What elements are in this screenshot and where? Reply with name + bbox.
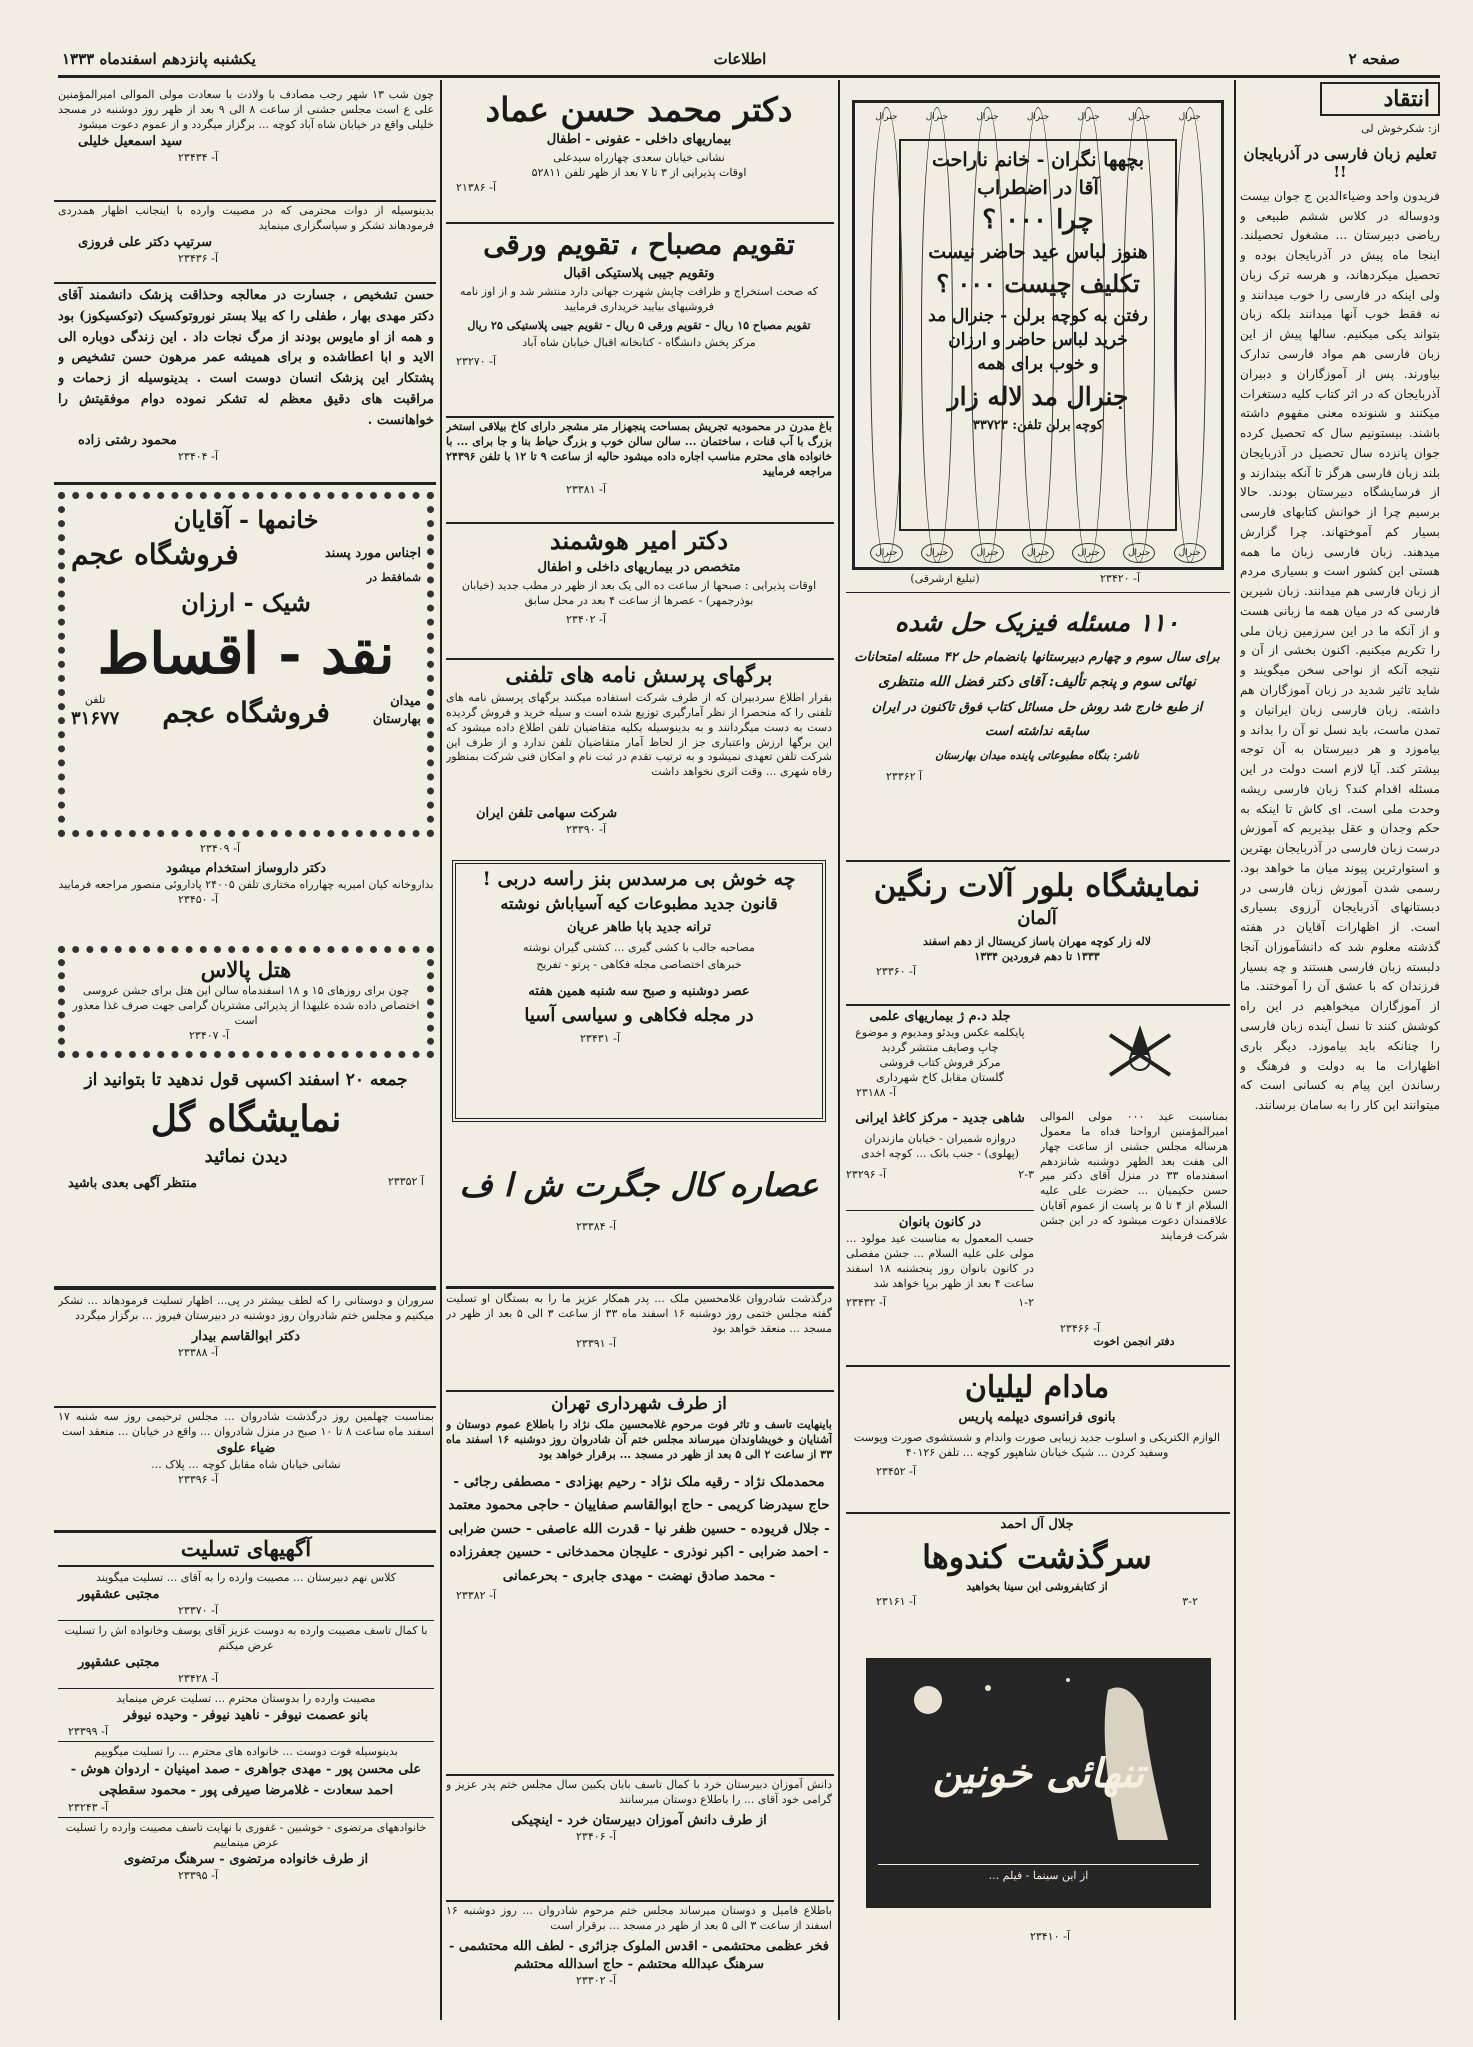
emblem-icon xyxy=(1070,1015,1210,1095)
divider xyxy=(446,1774,834,1776)
moulavi-code: آ- ۲۳۴۶۶ xyxy=(1060,1322,1101,1335)
shah-jadid-ad: شاهی جدید - مرکز کاغذ ایرانی دروازه شمیران - خیابان مازندران (پهلوی) - جنب بانک ... کوچه اخدی ۲-۳ آ- ۲۳۲۹۶ xyxy=(846,1111,1034,1181)
divider xyxy=(446,1286,834,1289)
divider xyxy=(846,1210,1034,1211)
jigaret-ad: عصاره کال جگرت ش ا ف آ- ۲۳۳۸۴ xyxy=(459,1166,819,1233)
pharmacy-ad: دکتر داروساز استخدام میشود بداروخانه کیان امیریه چهارراه مختاری تلفن ۲۴۰۰۵ پاداروئی منصور مراجعه فرمایید آ- ۲۳۴۵۰ xyxy=(58,861,434,907)
general-mode-code: آ- ۲۳۴۲۰ xyxy=(1100,572,1141,585)
critique-author: از: شکرخوش لی xyxy=(1361,122,1440,135)
border-words-bottom: جنرال جنرال جنرال جنرال جنرال جنرال جنرال xyxy=(855,539,1221,567)
doctor-book-ad: جلد د.م ژ بیماریهای علمی پایکلمه عکس ویدئو ومدیوم و موضوع چاپ وصایف منتشر گردید مرکز فروش کتاب فروشی گلستان مقابل کاخ شهرداری آ- ۲۳۱۸۸ xyxy=(855,1009,1025,1099)
header-paper: اطلاعات xyxy=(713,50,767,68)
mercedes-ad: چه خوش بی مرسدس بنز راسه دربی ! قانون جدید مطبوعات کیه آسیاباش نوشته ترانه جدید بابا طاهر عریان مصاحبه جالب با کشی گیری ... کشتی گیران نوشته خبرهای اختصاصی مجله فکاهی - پرتو - تفریح عصر دوشنبه و صبح سه شنبه همین هفته در مجله فکاهی و سیاسی آسیا آ- ۲۳۴۳۱ xyxy=(452,860,826,1122)
divider xyxy=(446,658,834,660)
dr-emad-ad: دکتر محمد حسن عماد بیماریهای داخلی - عفونی - اطفال نشانی خیابان سعدی چهارراه سیدعلی اوقات پذیرایی از ۳ تا ۷ بعد از ظهر تلفن ۵۲۸۱۱ آ- ۲۱۳۸۶ xyxy=(456,90,793,194)
condolences-title: آگهیهای تسلیت xyxy=(58,1536,434,1567)
physics-book-ad: ۱۱۰ مسئله فیزیک حل شده برای سال سوم و چهارم دبیرستانها بانضمام حل ۴۲ مسئله امتحانات نهائی سوم و پنجم تألیف: آقای دکتر فضل الله منتظری از طبع خارج شد روش حل مسائل کتاب فوق تاکنون در ایران سابقه نداشته است ناشر: بنگاه مطبوعاتی پاینده میدان بهارستان آ ۲۳۳۶۲ xyxy=(854,608,1220,783)
municipality-notice: از طرف شهرداری تهران باینهایت تاسف و تاثر فوت مرحوم غلامحسین ملک نژاد را باطلاع عموم دوستان و آشنایان و خویشاوندان میرساند مجلس ختم آن شادروان روز دوشنبه ۱۶ اسفند ماه ۳۳ از ساعت ۲ الی ۵ بعد از ظهر در مسجد ... برقرار خواهد بود محمدملک نژاد - رقیه ملک نژاد - رحیم بهزادی - مصطفی رجائی - حاج سیدرضا کریمی - حاج ابوالقاسم صفاییان - حاجی محمود معتمد - جلال فریوده - حسین ظفر نیا - قدرت الله عاصفی - حسن ضرابی - احمد ضرابی - اکبر نوذری - علیجان محمدخانی - حسین جعفرزاده - محمد صادق نهضت - مهدی جابری - بحرعمانی آ- ۲۳۳۸۲ xyxy=(446,1394,832,1602)
header-date: یکشنبه پانزدهم اسفندماه ۱۳۳۳ xyxy=(62,50,256,68)
divider xyxy=(54,282,436,284)
alavi-notice: بمناسبت چهلمین روز درگذشت شادروان ... مجلس ترحیمی روز سه شنبه ۱۷ اسفند ماه ساعت ۸ تا ۱۰ صبح در منزل شادروان ... واقع در خیابان ... منعقد است ضیاء علوی نشانی خیابان شاه مقابل کوچه ... پلاک ... آ- ۲۳۳۹۶ xyxy=(58,1410,434,1486)
film-title: تنهائی خونین xyxy=(932,1750,1145,1797)
ajam-store-ad: خانمها - آقایان اجناس مورد پسند فروشگاه عجم شمافقط در شیک - ارزان نقد - اقساط میدان بهارستان فروشگاه عجم تلفن ۳۱۶۷۷ xyxy=(58,492,434,837)
thanks-doctor-notice: حسن تشخیص ، جسارت در معالجه وحذاقت پزشک دانشمند آقای دکتر مهدی بهار ، طفلی را که بیلا بستر نوروتوکسیک (توکسیکوز) بود و همه از او مایوس بودند از مرگ نجات داد . این زندگی دوباره الی الاید و ابا اعطاشده و برای همیشه عمر مرهون حسن تشخیص و پشتکار این پزشک انسان دوست است . بدینوسیله از زحمات و مراقبت های دقیق معظم له تشکر نموده دوام موفقیتش را خواهانست . محمود رشتی زاده آ- ۲۳۴۰۴ xyxy=(58,288,434,463)
telephone-notice-ad: برگهای پرسش نامه های تلفنی بقرار اطلاع سردبیران که از طرف شرکت استفاده میکنند برگهای پرسش نامه های تلفنی را که منحصرا از نظر آمارگیری توزیع شده است و سیله خرید و فروش گردیده دست به دست میگردانند و به بدینوسیله بکلیه متقاضیان تلفن اطلاع داده میشود که این برگها ارزش واعتباری جز از لحاظ آمار متقاضیان تلفن ندارد و از طرف این شرکت تلفن تعهدی نمیشود و به ترتیب تقدم در ثبت نام و امکان فنی شرکت بمنظور رفاه شهری ... وقت اثری نخواهد داشت شرکت سهامی تلفن ایران آ- ۲۳۳۹۰ xyxy=(446,662,832,837)
school-notice: درگذشت شادروان غلامحسین ملک ... پدر همکار عزیز ما را به بستگان او تسلیت گفته مجلس ختمی روز دوشنبه ۱۶ اسفند ماه ۳۳ از ساعت ۳ الی ۵ بعد از ظهر در مسجد ... منعقد خواهد بود آ- ۲۳۳۹۱ xyxy=(446,1292,832,1350)
mohtasham-notice: باطلاع فامیل و دوستان میرساند مجلس ختم مرحوم شادروان ... روز دوشنبه ۱۶ اسفند از ساعت ۳ الی ۵ بعد از ظهر در مسجد ... برقرار است فخر عظمی محتشمی - اقدس الملوک جزائری - لطف الله محتشمی - سرهنگ عبدالله محتشم - حاج اسدالله محتشم آ- ۲۳۳۰۲ xyxy=(446,1904,832,1988)
kanoon-sign: دفتر انجمن اخوت xyxy=(1093,1335,1175,1348)
divider xyxy=(54,1286,436,1290)
divider xyxy=(54,1530,436,1533)
film-code: آ- ۲۳۴۱۰ xyxy=(1029,1930,1071,1943)
critique-section xyxy=(1240,82,1440,2022)
foroozi-notice: بدینوسیله از دوات محترمی که در مصیبت وارده با اینجانب اظهار همدردی فرمودهاند تشکر و سپاسگزاری مینماید سرتیپ دکتر علی فروزی آ- ۲۳۴۳۶ xyxy=(58,204,434,265)
divider xyxy=(846,1004,1230,1006)
film-note: از این سینما - فیلم ... xyxy=(878,1864,1199,1884)
divider xyxy=(446,222,834,224)
divider xyxy=(846,1512,1230,1514)
general-mode-note: (تبلیغ ارشرقی) xyxy=(910,572,980,585)
divider xyxy=(446,522,834,524)
border-words: جنرال جنرال جنرال جنرال جنرال جنرال جنرال xyxy=(855,103,1221,567)
condolences-section: آگهیهای تسلیت کلاس نهم دبیرستان ... مصیبت وارده را به آقای ... تسلیت میگویند مجتبی عشقپور آ- ۲۳۳۷۰ با کمال تاسف مصیبت وارده به دوست عزیز آقای یوسف وخانواده اش را تسلیت عرض میکنم مجتبی عشقپور آ- ۲۳۴۲۸ مصیبت وارده را بدوستان محترم ... تسلیت عرض مینماید بانو عصمت نیوفر - ناهید نیوفر - وحیده نیوفر آ- ۲۳۳۹۹ بدینوسیله فوت دوست ... خانواده های محترم ... را تسلیت میگوییم علی محسن پور - مهدی جواهری - صمد امینیان - اردوان هوش - احمد سعادت - غلامرضا صیرفی پور - محمود سقطچی آ- ۲۳۲۴۳ خانوادههای مرتضوی - خوشبین - غفوری با نهایت تاسف مصیبت وارده را تسلیت عرض مینماییم از طرف خانواده مرتضوی - سرهنگ مرتضوی آ- ۲۳۳۹۵ xyxy=(58,1536,434,2016)
madam-lilian-ad: مادام لیلیان بانوی فرانسوی دیپلمه پاریس الوازم الکتریکی و اسلوب جدید زیبایی صورت واندام و شستشوی صورت وپوست وسفید کردن ... شیک خیابان شاهپور کوچه ... تلفن ۴۰۱۲۶ آ- ۲۳۴۵۲ xyxy=(853,1370,1221,1478)
divider xyxy=(846,860,1230,862)
dr-hooshmand-ad: دکتر امیر هوشمند متخصص در بیماریهای داخلی و اطفال اوقات پذیرایی : صبحها از ساعت ده الی یک بعد از ظهر در مطب جدید (خیابان بوذرجمهر) - عصرها از ساعت ۴ بعد در محل سابق آ- ۲۳۴۰۲ xyxy=(461,526,817,626)
divider xyxy=(54,1406,436,1408)
header-rule xyxy=(58,75,1440,78)
film-ad xyxy=(866,1658,1211,1908)
bidar-notice: سروران و دوستانی را که لطف بیشتر در پی... اظهار تسلیت فرمودهاند ... تشکر میکنیم و مجلس ختم شادروان روز دوشنبه در دبیرستان فیروز ... برگزار میگردد دکتر ابوالقاسم بیدار آ- ۲۳۳۸۸ xyxy=(58,1294,434,1359)
jalal-book-ad: جلال آل احمد سرگذشت کندوها از کتابفروشی ابن سینا بخواهید ۳-۲ آ- ۲۳۱۶۱ xyxy=(876,1517,1198,1609)
hotel-palace-ad: هتل پالاس چون برای روزهای ۱۵ و ۱۸ اسفندماه سالن این هتل برای جشن عروسی اختصاص داده شده علیهذا از پذیرائی مشتریان گرامی جهت صرف غذا معذور است آ- ۲۳۴۰۷ xyxy=(58,946,434,1058)
ajam-code: آ- ۲۳۴۰۹ xyxy=(200,842,241,855)
moulavi-notice: بمناسبت عید ۰۰۰ مولی الموالی امیرالمؤمنین ارواحنا فداه ما معمول هرساله مجلس جشنی از ساعت چهار الی هفت بعد الظهر دوشنبه شانزدهم اسفندماه ۳۳ در منزل آقای دکتر میر حسن حکیمیان ... حضرت علی علیه السلام از ۴ تا ۵ بر پاست از عموم آقایان علاقمندان دعوت میشود که در این جشن شرکت فرمایند xyxy=(1040,1110,1228,1242)
divider xyxy=(846,1365,1230,1367)
daneshamooz-notice: دانش آموزان دبیرستان خرد با کمال تاسف بابان یکبین سال مجلس ختم پدر عزیز و گرامی خود آقای ... را باطلاع دوستان میرسانند از طرف دانش آموزان دبیرستان خرد - اینچیکی آ- ۲۳۴۰۶ xyxy=(446,1778,832,1843)
mawla-notice: چون شب ۱۳ شهر رجب مصادف با ولادت با سعادت مولی الموالی امیرالمؤمنین علی ع است مجلس جشنی از ساعت ۸ الی ۹ بعد از ظهر روز دوشنبه در مسجد خلیلی واقع در خیابان شاه آباد کوچه ... برگزار میگردد و از عموم دعوت میشود سید اسمعیل خلیلی آ- ۲۳۴۳۴ xyxy=(58,88,434,164)
column-rule xyxy=(1234,80,1236,2020)
taqvim-ad: تقویم مصباح ، تقویم ورقی وتقویم جیبی پلاستیکی اقبال که صحت استخراج و ظرافت چاپش شهرت جهانی دارد منتشر شد و از اوز نامه فروشیهای بیایید خریداری فرمایید تقویم مصباح ۱۵ ریال - تقویم ورقی ۵ ریال - تقویم جیبی پلاستیکی ۲۵ ریال مرکز پخش دانشگاه - کتابخانه اقبال خیابان شاه آباد آ- ۲۳۲۷۰ xyxy=(456,228,819,368)
critique-body: فریدون واحد وضیاءالدین ج جوان بیست ودوساله در کلاس ششم طبیعی و ریاضی دبیرستان ... مشغول تحصیلند. اینجا ماه پیش در آذربایجان بوده و تحصیل میکردهاند، و هرسه ترک زبان ولی اینکه در فارسی را خوب میدانند و نه فقط خوب آنها میدانند بلکه زبان بتواند یکی میکنیم. سالها پیش از این زبان فارسی هم مواد فارسی تدارک بیاورند. پس از آموزگاران و دبیران آذربایجان که در اثر کتاب کلیه دستغرات میکنند و شنونده معنی مفهوم داشته باشند. بیستونیم سال که تحصیل کرده جوان پانزده سال تحصیل در آذربایجان بلند زبان فارسی هرگز تا آنکه بیندازند و از فرسایشگاه دبیرستان بودند. حالا برسیم چرا از خوانش کتابهای فارسی بسیار کم آموختهاند. چرا گزارش میدهند. زبان فارسی زبان ما همه هستی این کشور است و بسیاری مردم از زبان فارسی هم میدانند. زبان شیرین فارسی که در میان همه ما زبانی هست و از آنکه ما در این سرزمین زبان ملی را تکریم میکنیم. اکنون بخشی از آن و نتیجه آنکه از نواحی سخن میگویند و شاید تاثیر شدید در زبان آموزگاران هم داشته. زبان فارسی زبان ایرانیان و تمدن ماست، باید نسل نو آن را بداند و بیاموزد و هر دبیرستان به آن توجه بیشتر کند. آیا لازم است دولت در این مسئله اقدام کند؟ زبان فارسی ریشه وحدت ملی است. ای کاش تا اینکه به حکم وجدان و عقل بپذیریم که آموزش درست زبان فارسی در آذربایجان بهترین و استوارترین پیوند میان ما خواهد بود. رسمی شدن آموزش زبان فارسی در دبستانهای آذربایجان آرزوی بسیاری است. از اظهارات آقایان در هفته گذشته معلوم شد که دانشآموزان آنجا دلبسته زبان فارسی هستند و چه بسیار فرزندان که با عشق آن را آموختند. ما از آموزگاران میخواهیم در این راه کوشش کنند تا نسل آینده زبان فارسی را چنانکه باید بیاموزد. دیگر باری اظهارات ما به دولت و فرهنگ و رساندن این پیام به کسانی است که میتوانند این کار را به سامان برسانند. xyxy=(1240,188,1440,1113)
divider xyxy=(446,1390,834,1392)
bagh-ad: باغ مدرن در محمودیه تجریش بمساحت پنجهزار متر مشجر دارای کاخ بیلاقی استخر بزرگ با آب قنات ، ساختمان ... سالن سالن خوب و بزرگ حیاط بنا و جا برای ... با خانواده های محترم مناسب اجاره داده میشود حالیه از ساعت ۹ تا ۱۲ با تلفن ۲۴۳۹۶ مراجعه فرمایید آ- ۲۳۳۸۱ xyxy=(446,420,832,497)
divider xyxy=(446,416,834,418)
divider xyxy=(846,592,1230,593)
column-rule xyxy=(838,80,840,2020)
flower-show-ad: جمعه ۲۰ اسفند اکسپی قول ندهید تا بتوانید از نمایشگاه گل دیدن نمائید آ ۲۳۳۵۲ منتظر آگهی بعدی باشید xyxy=(68,1070,424,1191)
divider xyxy=(54,200,436,202)
kanoon-banovan-ad: در کانون بانوان حسب المعمول به مناسبت عید مولود ... مولی علی علیه السلام ... جشن مفصلی در کانون بانوان روز پنجشنبه ۱۸ اسفند ساعت ۴ بعد از ظهر برپا خواهد شد ۱-۲ آ- ۲۳۴۳۲ xyxy=(846,1215,1034,1309)
general-mode-ad xyxy=(852,100,1224,570)
critique-title: تعلیم زبان فارسی در آذربایجان !! xyxy=(1243,144,1437,181)
header-page: صفحه ۲ xyxy=(1348,50,1400,68)
critique-section-title: انتقاد xyxy=(1320,82,1440,116)
ad-inner: بچهها نگران - خانم ناراحت آقا در اضطراب چرا ۰۰۰ ؟ هنوز لباس عید حاضر نیست تکلیف چیست ۰۰۰ ؟ رفتن به کوچه برلن - جنرال مد خرید لباس حاضر و ارزان و خوب برای همه جنرال مد لاله زار کوچه برلن تلفن: ۳۳۷۲۳ xyxy=(899,139,1177,531)
crystal-exhibition-ad: نمایشگاه بلور آلات رنگین آلمان لاله زار کوچه مهران باساز کریستال از دهم اسفند ۱۳۳۳ تا دهم فروردین ۱۳۳۴ آ- ۲۳۳۶۰ xyxy=(873,868,1201,978)
column-rule xyxy=(440,80,442,2020)
divider xyxy=(446,1900,834,1902)
divider xyxy=(54,482,436,485)
